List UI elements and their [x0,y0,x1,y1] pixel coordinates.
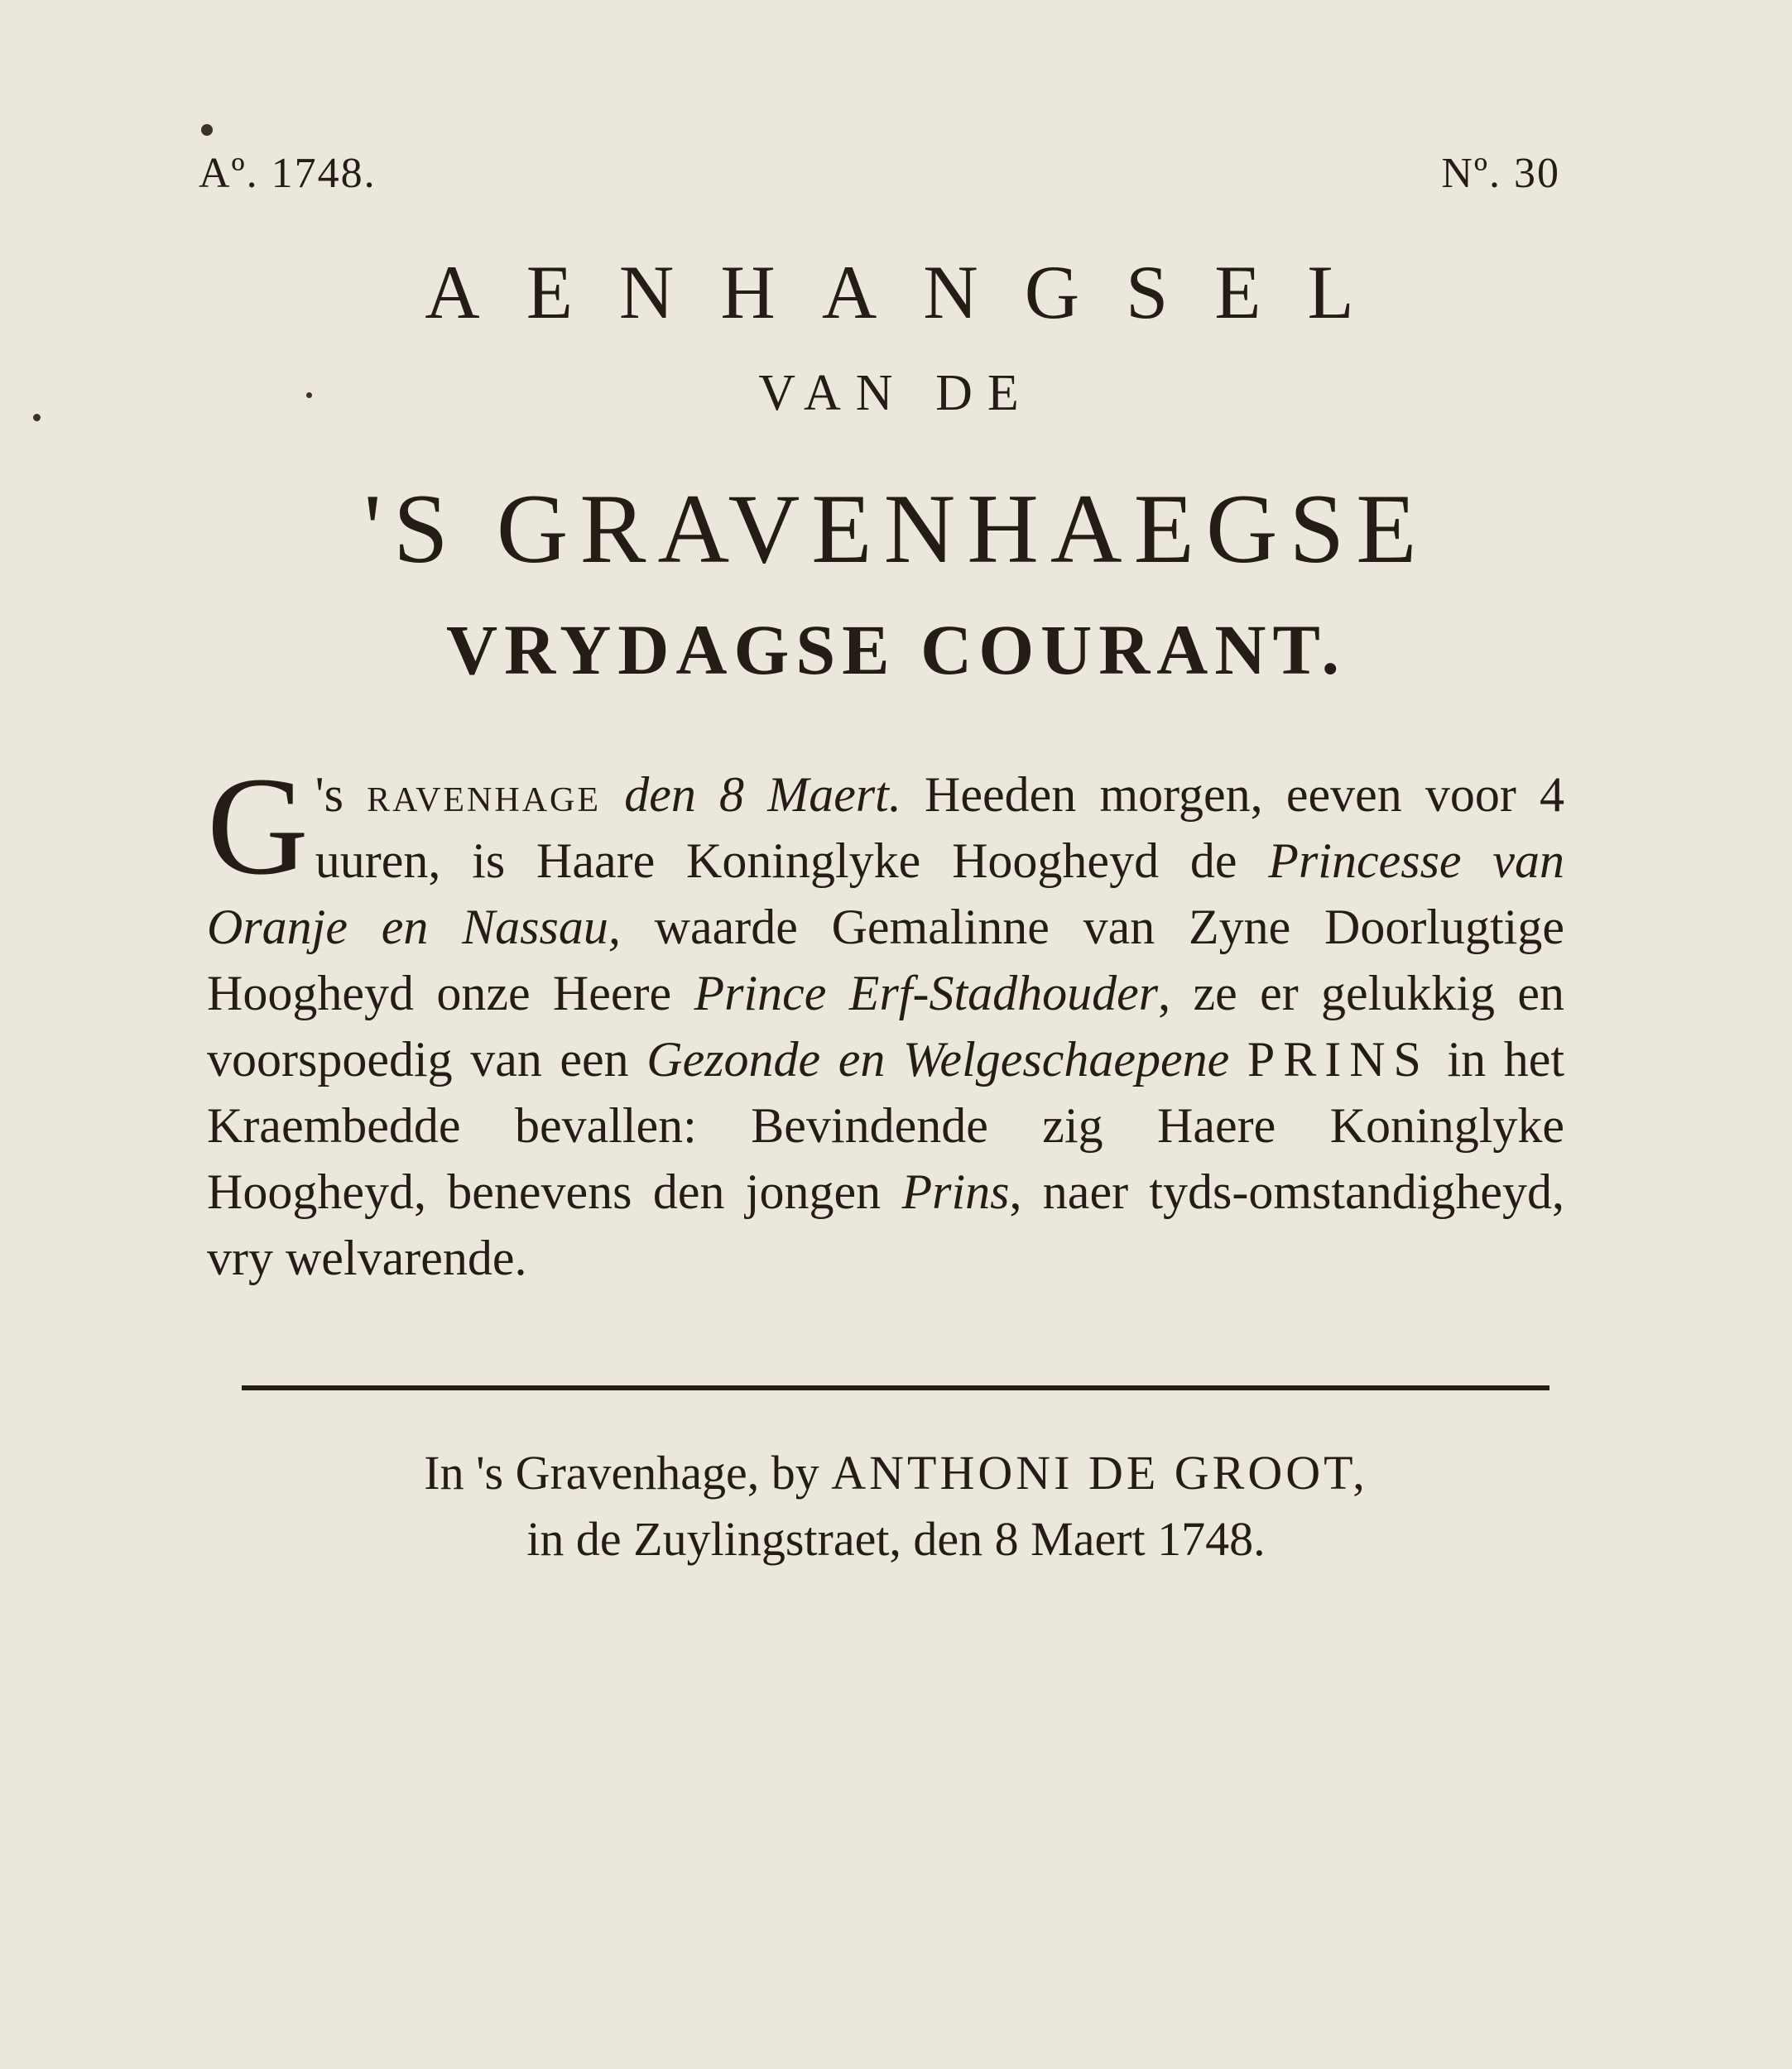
article-paragraph [207,748,1565,1291]
masthead-gravenhaegse: 'S GRAVENHAEGSE [363,473,1429,583]
divider-rule [242,1385,1549,1390]
place-name: ravenhage [367,767,602,822]
issue-number: Nº. 30 [1441,150,1560,197]
drop-cap: G [207,748,309,904]
article-text-4: in het Kraembedde bevallen: Bevindende zig Haere Koninglyke Hoogheyd, benevens den jongen [207,1032,1565,1219]
year-mark: Aº. 1748. [199,150,377,197]
printer-name: ANTHONI DE GROOT, [831,1446,1368,1500]
article-text-3: , ze er gelukkig en voorspoedig van een [207,966,1564,1087]
masthead-aenhangsel: AENHANGSEL [425,250,1400,334]
imprint-line-2: in de Zuylingstraet, den 8 Maert 1748. [526,1512,1266,1566]
prins-caps: PRINS [1247,1032,1429,1087]
princess-name: Princesse van Oranje en Nassau, [207,833,1564,954]
masthead-van-de: VAN DE [758,365,1034,421]
article-prefix: 's [315,767,344,822]
ink-speck [201,124,213,136]
article-text-2: waarde Gemalinne van Zyne Doorlugtige Hoogheyd onze Heere [207,900,1564,1020]
article-text-1: Heeden morgen, eeven voor 4 uuren, is Haare Koninglyke Hoogheyd de [315,767,1565,888]
dateline: den 8 Maert. [624,767,901,822]
prins-italic: Prins [901,1164,1010,1219]
prince-title: Prince Erf-Stadhouder [694,966,1159,1020]
imprint [0,1440,1792,1572]
imprint-place: In 's Gravenhage, by [424,1446,819,1500]
imprint-line-1 [0,1440,1792,1506]
news-article [207,748,1565,1291]
masthead-vrydagse-courant: VRYDAGSE COURANT. [446,610,1346,689]
article-text-5: , naer tyds-omstandigheyd, vry welvarende. [207,1164,1564,1285]
healthy-phrase: Gezonde en Welgeschaepene [646,1032,1230,1087]
